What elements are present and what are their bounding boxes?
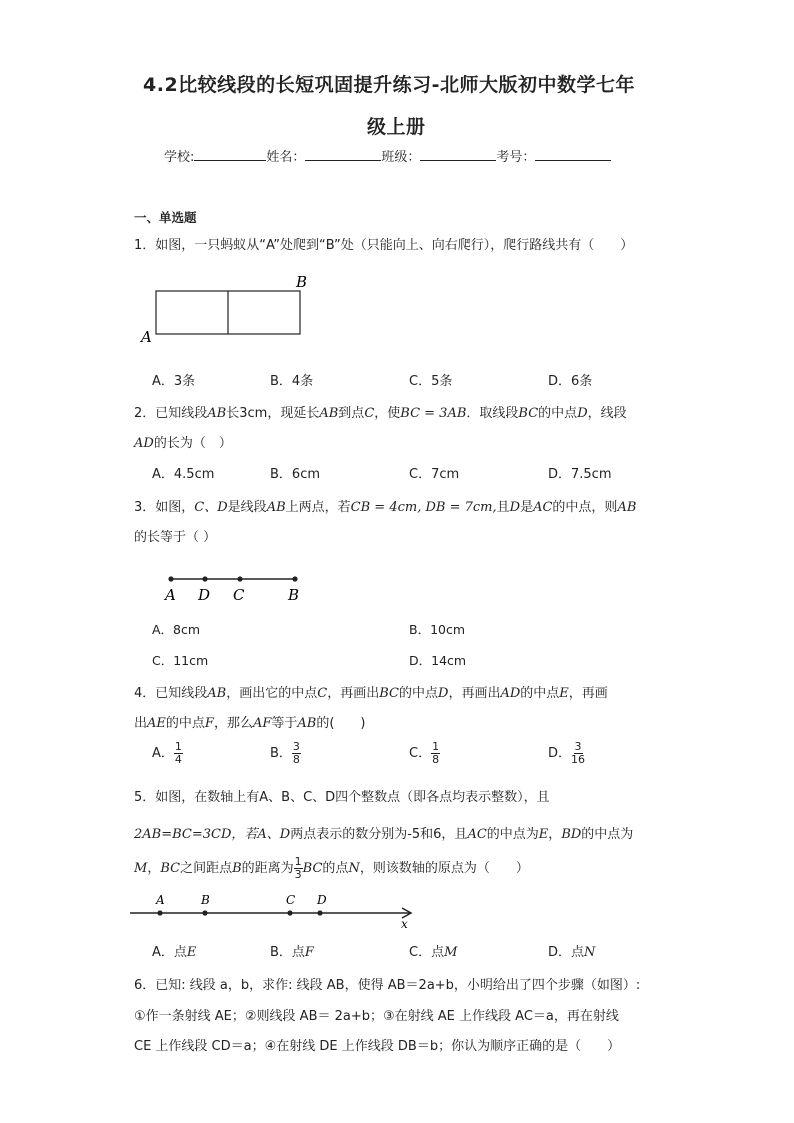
- option-point: F: [304, 945, 314, 960]
- q3-text: 且: [496, 500, 510, 515]
- question-4: [134, 682, 608, 701]
- q1-option-b[interactable]: B．4条: [270, 374, 314, 389]
- q4-var: AE: [147, 716, 166, 731]
- q2-var: AD: [134, 436, 154, 451]
- q5-var: N: [348, 861, 360, 876]
- q5-label-d: D: [317, 893, 327, 907]
- q5-text: ，则该数轴的原点为（ ）: [359, 861, 529, 876]
- question-5: [134, 786, 550, 805]
- q2-var: AB: [319, 406, 339, 421]
- option-label: D．点: [548, 945, 585, 960]
- fraction-denominator: 8: [292, 753, 300, 766]
- question-2-line2: [134, 432, 232, 451]
- q5-var: A、D: [257, 827, 291, 842]
- q2-option-b[interactable]: B．6cm: [270, 467, 321, 482]
- q4-text: 等于: [271, 716, 298, 731]
- option-point: E: [186, 945, 197, 960]
- fraction: [174, 741, 183, 766]
- q4-text: 出: [134, 716, 148, 731]
- q5-text: 之间距点: [180, 861, 233, 876]
- question-number: 3．: [134, 500, 156, 515]
- q3-label-b: B: [288, 586, 300, 604]
- q4-option-d[interactable]: [548, 741, 585, 766]
- q3-point-c: [237, 576, 242, 581]
- q4-var: AB: [297, 716, 317, 731]
- fraction-numerator: 1: [432, 740, 440, 753]
- q3-option-a[interactable]: A．8cm: [152, 622, 201, 637]
- q3-figure: [158, 568, 308, 604]
- fraction-denominator: 8: [432, 753, 440, 766]
- q5-text: ，: [147, 861, 161, 876]
- q1-label-b: B: [296, 273, 308, 291]
- q3-text: 如图，: [155, 500, 195, 515]
- question-3-line2: 的长等于（ ）: [134, 530, 217, 545]
- q2-text: 到点: [338, 406, 365, 421]
- page-title-line2: 级上册: [367, 116, 426, 138]
- q2-text: ，使: [374, 406, 401, 421]
- question-number: 6．: [134, 978, 156, 993]
- q3-var: AC: [533, 500, 553, 515]
- question-number: 2．: [134, 406, 156, 421]
- q4-var: C: [317, 686, 328, 701]
- q2-text: 的长为（ ）: [153, 436, 232, 451]
- q4-text: 的中点: [520, 686, 560, 701]
- q3-label-a: A: [165, 586, 176, 604]
- q4-var: F: [204, 716, 214, 731]
- q4-text: 的中点: [398, 686, 438, 701]
- q4-text: 的( ): [316, 716, 366, 731]
- q5-text: 的距离为: [241, 861, 294, 876]
- q5-text: ，: [548, 827, 562, 842]
- option-label: B．点: [270, 945, 305, 960]
- q5-point-d: [317, 910, 322, 915]
- q2-var: AB: [207, 406, 227, 421]
- name-field[interactable]: [305, 148, 381, 161]
- q4-text: ，画出它的中点: [226, 686, 318, 701]
- option-label: B．: [270, 746, 292, 761]
- q3-point-b: [292, 576, 297, 581]
- q5-option-d[interactable]: [548, 941, 595, 960]
- q5-text: 如图，在数轴上有A、B、C、D四个整数点（即各点均表示整数），且: [155, 790, 550, 805]
- q2-equation: BC = 3AB: [400, 406, 467, 421]
- option-point: N: [584, 945, 596, 960]
- fraction: [292, 741, 301, 766]
- q3-option-c[interactable]: C．11cm: [152, 653, 209, 668]
- q2-var: D: [577, 406, 588, 421]
- question-5-line2: [134, 823, 633, 842]
- q5-var: BC: [302, 861, 323, 876]
- q5-option-a[interactable]: [152, 941, 196, 960]
- question-number: 5．: [134, 790, 156, 805]
- fraction-numerator: 3: [292, 740, 300, 753]
- question-6-line3: CE 上作线段 CD＝a；④在射线 DE 上作线段 DB＝b；你认为顺序正确的是（ ）: [134, 1039, 621, 1054]
- q5-label-x: x: [401, 917, 408, 930]
- option-label: A．: [152, 746, 174, 761]
- fraction: [294, 856, 303, 881]
- question-4-line2: [134, 712, 366, 731]
- q4-text: 的中点: [165, 716, 205, 731]
- q2-option-c[interactable]: C．7cm: [409, 467, 460, 482]
- q5-var: M: [134, 861, 148, 876]
- fraction-numerator: 1: [294, 855, 302, 868]
- option-label: D．: [548, 746, 572, 761]
- q2-text: 长3cm，现延长: [226, 406, 320, 421]
- q1-figure: [138, 272, 318, 348]
- q2-text: ．取线段: [466, 406, 519, 421]
- q4-var: E: [559, 686, 569, 701]
- q5-label-b: B: [201, 893, 210, 907]
- q4-var: AB: [207, 686, 227, 701]
- q3-text: 的中点，则: [552, 500, 618, 515]
- q3-text: 是: [520, 500, 534, 515]
- q3-text: 上两点，若: [285, 500, 351, 515]
- q5-var: BD: [561, 827, 582, 842]
- q4-text: ，那么: [213, 716, 253, 731]
- q2-text: 已知线段: [155, 406, 208, 421]
- q3-option-b[interactable]: B．10cm: [409, 622, 466, 637]
- fraction-numerator: 1: [174, 740, 182, 753]
- q5-var: E: [538, 827, 549, 842]
- school-label: 学校:: [164, 150, 195, 165]
- q4-var: D: [438, 686, 449, 701]
- q3-var: AB: [617, 500, 637, 515]
- fraction-denominator: 16: [571, 753, 586, 766]
- question-2: [134, 402, 627, 421]
- q5-point-b: [202, 910, 207, 915]
- q5-var: AC: [467, 827, 487, 842]
- section-heading: 一、单选题: [134, 210, 197, 225]
- q4-option-c[interactable]: [409, 741, 440, 766]
- q5-equation: 2AB=BC=3CD，若: [134, 827, 258, 842]
- q5-text: 的中点为: [486, 827, 539, 842]
- q2-text: ，线段: [587, 406, 627, 421]
- option-label: C．点: [409, 945, 445, 960]
- fraction-denominator: 4: [174, 753, 182, 766]
- q4-option-b[interactable]: [270, 741, 301, 766]
- question-number: 1．: [134, 238, 156, 253]
- question-1: [134, 234, 633, 253]
- q3-option-d[interactable]: D．14cm: [409, 653, 467, 668]
- question-number: 4．: [134, 686, 156, 701]
- q2-option-d[interactable]: D．7.5cm: [548, 467, 612, 482]
- q2-option-a[interactable]: A．4.5cm: [152, 467, 215, 482]
- q6-text: 已知: 线段 a，b，求作: 线段 AB，使得 AB＝2a+b，小明给出了四个步骤（如图）:: [155, 978, 641, 993]
- q1-label-a: A: [141, 328, 152, 346]
- q4-var: BC: [379, 686, 399, 701]
- q1-option-c[interactable]: C．5条: [409, 374, 453, 389]
- q4-text: ，再画出: [327, 686, 380, 701]
- exam-no-field[interactable]: [535, 148, 611, 161]
- class-field[interactable]: [420, 148, 496, 161]
- fraction-denominator: 3: [294, 868, 302, 881]
- q5-text: 的中点为: [581, 827, 634, 842]
- name-label: 姓名：: [266, 150, 306, 165]
- q5-var: BC: [160, 861, 181, 876]
- q3-label-c: C: [233, 586, 245, 604]
- fraction: [571, 741, 585, 766]
- fraction: [431, 741, 440, 766]
- question-6-line2: ①作一条射线 AE；②则线段 AB＝ 2a+b；③在射线 AE 上作线段 AC＝a，再在射线: [134, 1009, 619, 1024]
- q3-equation: CB = 4cm, DB = 7cm,: [350, 500, 497, 515]
- class-label: 班级：: [381, 150, 421, 165]
- q5-label-c: C: [286, 893, 296, 907]
- q3-var: D: [509, 500, 521, 515]
- q1-option-a[interactable]: A．3条: [152, 374, 196, 389]
- question-6: [134, 974, 640, 993]
- exam-no-label: 考号：: [496, 150, 536, 165]
- school-field[interactable]: [194, 148, 266, 161]
- q2-text: 的中点: [538, 406, 578, 421]
- q5-text: 的点: [322, 861, 349, 876]
- q2-var: BC: [518, 406, 539, 421]
- q5-option-b[interactable]: [270, 941, 314, 960]
- q3-text: 是线段: [227, 500, 267, 515]
- q3-var: AB: [266, 500, 286, 515]
- page-title: 4.2比较线段的长短巩固提升练习-北师大版初中数学七年: [143, 74, 636, 96]
- q4-var: AF: [252, 716, 272, 731]
- option-label: C．: [409, 746, 432, 761]
- student-info-row: [164, 146, 611, 165]
- option-label: A．点: [152, 945, 187, 960]
- q5-label-a: A: [156, 893, 165, 907]
- q5-var: B: [232, 861, 242, 876]
- q3-var: C、D: [194, 500, 228, 515]
- q3-point-a: [168, 576, 173, 581]
- q5-point-a: [157, 910, 162, 915]
- option-point: M: [444, 945, 458, 960]
- q4-text: 已知线段: [155, 686, 208, 701]
- question-text: 如图，一只蚂蚁从“A”处爬到“B”处（只能向上、向右爬行），爬行路线共有（ ）: [155, 238, 634, 253]
- q4-var: AD: [500, 686, 521, 701]
- q4-option-a[interactable]: [152, 741, 183, 766]
- q4-text: ，再画出: [448, 686, 501, 701]
- q1-option-d[interactable]: D．6条: [548, 374, 593, 389]
- q3-label-d: D: [198, 586, 211, 604]
- q5-option-c[interactable]: [409, 941, 457, 960]
- q2-var: C: [364, 406, 375, 421]
- q5-point-c: [287, 910, 292, 915]
- q5-number-line: [130, 890, 420, 930]
- q3-point-d: [202, 576, 207, 581]
- question-3: [134, 496, 636, 515]
- question-5-line3: [134, 856, 529, 881]
- q5-text: 两点表示的数分别为-5和6，且: [290, 827, 468, 842]
- q4-text: ，再画: [568, 686, 608, 701]
- fraction-numerator: 3: [574, 740, 582, 753]
